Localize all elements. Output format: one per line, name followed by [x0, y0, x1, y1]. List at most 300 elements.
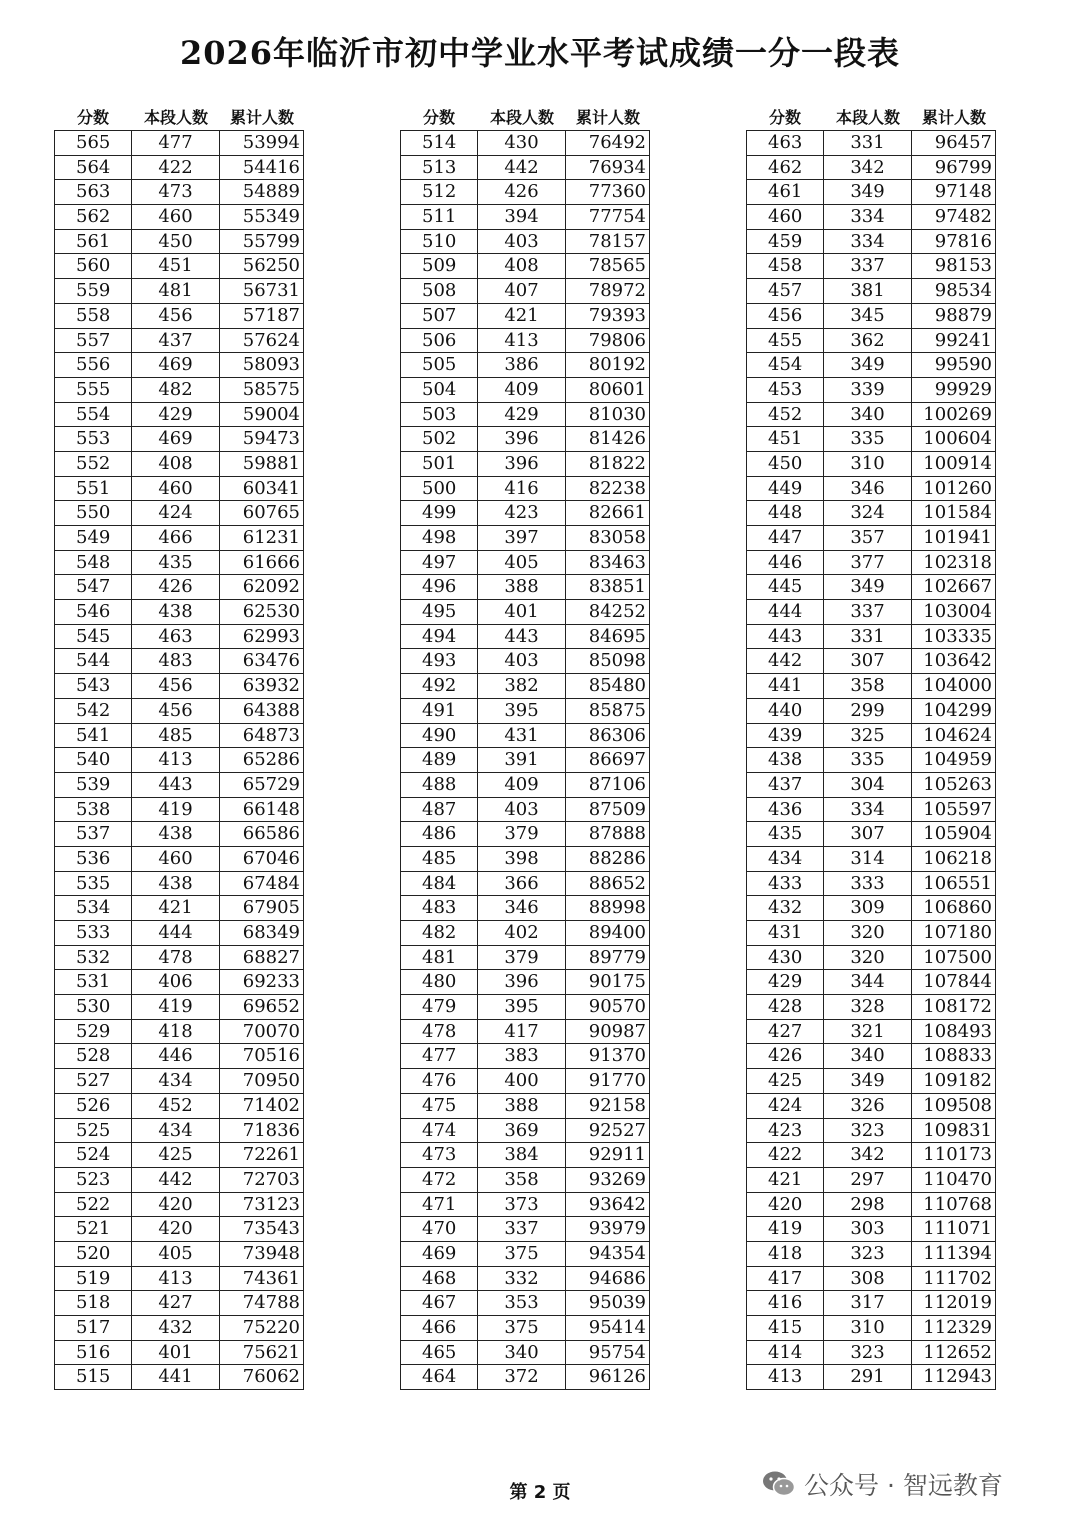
segment-count-cell: 456: [132, 699, 219, 723]
table-row: [747, 526, 995, 551]
segment-count-cell: 309: [824, 896, 911, 920]
segment-count-cell: 339: [824, 378, 911, 402]
cumulative-count-cell: 106551: [923, 872, 993, 894]
score-cell: 526: [55, 1094, 132, 1118]
table-body: [400, 130, 650, 1390]
score-cell: 494: [401, 625, 478, 649]
segment-count-cell: 337: [824, 600, 911, 624]
cumulative-count-cell: 99590: [934, 354, 993, 376]
score-cell: 552: [55, 452, 132, 476]
score-cell: 539: [55, 773, 132, 797]
table-row: [401, 1217, 649, 1242]
score-cell: 450: [747, 452, 824, 476]
cumulative-count-cell: 84252: [588, 601, 647, 623]
header-segment-count: 本段人数: [835, 108, 900, 127]
cumulative-count-cell: 64873: [242, 724, 301, 746]
score-cell: 514: [401, 131, 478, 155]
table-row: [55, 724, 303, 749]
segment-count-cell: 482: [132, 378, 219, 402]
score-cell: 538: [55, 798, 132, 822]
segment-count-cell: 400: [478, 1069, 565, 1093]
table-row: [55, 477, 303, 502]
cumulative-count-cell: 111702: [923, 1267, 993, 1289]
table-row: [747, 748, 995, 773]
table-row: [401, 1143, 649, 1168]
score-cell: 545: [55, 625, 132, 649]
cumulative-count-cell: 84695: [588, 625, 647, 647]
cumulative-count-cell: 111071: [923, 1218, 993, 1240]
table-row: [55, 1316, 303, 1341]
segment-count-cell: 337: [824, 254, 911, 278]
table-row: [55, 748, 303, 773]
table-row: [747, 946, 995, 971]
segment-count-cell: 460: [132, 477, 219, 501]
cumulative-count-cell: 112329: [923, 1317, 993, 1338]
segment-count-cell: 434: [132, 1069, 219, 1093]
table-row: [401, 847, 649, 872]
cumulative-count-cell: 79393: [588, 304, 647, 326]
segment-count-cell: 435: [132, 551, 219, 575]
score-cell: 415: [747, 1316, 824, 1340]
cumulative-count-cell: 92158: [588, 1094, 647, 1116]
table-row: [401, 329, 649, 354]
cumulative-count-cell: 62993: [242, 625, 301, 647]
cumulative-count-cell: 104624: [923, 724, 993, 746]
segment-count-cell: 297: [824, 1168, 911, 1192]
table-row: [55, 452, 303, 477]
table-row: [401, 551, 649, 576]
segment-count-cell: 420: [132, 1193, 219, 1217]
score-cell: 440: [747, 699, 824, 723]
score-cell: 463: [747, 131, 824, 155]
score-cell: 555: [55, 378, 132, 402]
cumulative-count-cell: 83463: [588, 551, 647, 573]
score-cell: 457: [747, 279, 824, 303]
score-cell: 469: [401, 1242, 478, 1266]
table-row: [55, 921, 303, 946]
cumulative-count-cell: 110768: [923, 1193, 993, 1215]
segment-count-cell: 310: [824, 1316, 911, 1340]
cumulative-count-cell: 56731: [242, 280, 301, 302]
segment-count-cell: 477: [132, 131, 219, 155]
cumulative-count-cell: 101584: [923, 502, 993, 524]
segment-count-cell: 451: [132, 254, 219, 278]
table-row: [401, 230, 649, 255]
score-cell: 451: [747, 427, 824, 451]
table-row: [747, 353, 995, 378]
table-row: [55, 1119, 303, 1144]
score-cell: 432: [747, 896, 824, 920]
table-row: [401, 872, 649, 897]
segment-count-cell: 443: [478, 625, 565, 649]
brand-text: 公众号 · 智远教育: [804, 1471, 1003, 1500]
cumulative-count-cell: 67905: [242, 897, 301, 919]
segment-count-cell: 456: [132, 304, 219, 328]
score-cell: 466: [401, 1316, 478, 1340]
score-cell: 490: [401, 724, 478, 748]
cumulative-count-cell: 78157: [588, 230, 647, 252]
cumulative-count-cell: 106218: [923, 847, 993, 869]
cumulative-count-cell: 87106: [588, 773, 647, 795]
score-cell: 444: [747, 600, 824, 624]
score-cell: 521: [55, 1217, 132, 1241]
segment-count-cell: 438: [132, 822, 219, 846]
segment-count-cell: 373: [478, 1193, 565, 1217]
table-row: [747, 131, 995, 156]
score-cell: 420: [747, 1193, 824, 1217]
score-cell: 511: [401, 205, 478, 229]
cumulative-count-cell: 55799: [242, 230, 301, 252]
table-header: [54, 106, 304, 130]
segment-count-cell: 340: [824, 1044, 911, 1068]
segment-count-cell: 307: [824, 822, 911, 846]
cumulative-count-cell: 63932: [242, 675, 301, 697]
table-row: [401, 896, 649, 921]
table-row: [401, 1242, 649, 1267]
cumulative-count-cell: 62092: [242, 576, 301, 598]
segment-count-cell: 396: [478, 452, 565, 476]
table-row: [401, 452, 649, 477]
cumulative-count-cell: 93269: [588, 1168, 647, 1190]
table-row: [55, 699, 303, 724]
segment-count-cell: 342: [824, 1143, 911, 1167]
segment-count-cell: 401: [478, 600, 565, 624]
table-row: [401, 748, 649, 773]
segment-count-cell: 299: [824, 699, 911, 723]
table-row: [55, 896, 303, 921]
table-row: [401, 1020, 649, 1045]
table-row: [55, 205, 303, 230]
table-row: [747, 724, 995, 749]
cumulative-count-cell: 55349: [242, 206, 301, 228]
score-table-column-1: [54, 106, 304, 1390]
segment-count-cell: 450: [132, 230, 219, 254]
score-cell: 517: [55, 1316, 132, 1340]
table-row: [401, 773, 649, 798]
cumulative-count-cell: 85875: [588, 699, 647, 721]
cumulative-count-cell: 96799: [934, 156, 993, 178]
cumulative-count-cell: 107844: [923, 971, 993, 993]
cumulative-count-cell: 90175: [588, 971, 647, 993]
segment-count-cell: 369: [478, 1119, 565, 1143]
cumulative-count-cell: 75621: [242, 1341, 301, 1363]
score-cell: 465: [401, 1341, 478, 1365]
score-cell: 506: [401, 329, 478, 353]
score-cell: 439: [747, 724, 824, 748]
segment-count-cell: 407: [478, 279, 565, 303]
segment-count-cell: 333: [824, 872, 911, 896]
score-cell: 425: [747, 1069, 824, 1093]
cumulative-count-cell: 77754: [588, 206, 647, 228]
segment-count-cell: 323: [824, 1341, 911, 1365]
segment-count-cell: 421: [132, 896, 219, 920]
segment-count-cell: 320: [824, 921, 911, 945]
segment-count-cell: 340: [824, 403, 911, 427]
cumulative-count-cell: 86306: [588, 724, 647, 746]
table-row: [55, 625, 303, 650]
header-cumulative-count: 累计人数: [921, 108, 986, 127]
wechat-icon: [762, 1470, 796, 1498]
score-cell: 479: [401, 995, 478, 1019]
score-cell: 496: [401, 575, 478, 599]
table-row: [55, 872, 303, 897]
table-row: [747, 1316, 995, 1341]
table-row: [747, 304, 995, 329]
score-cell: 476: [401, 1069, 478, 1093]
cumulative-count-cell: 108493: [923, 1020, 993, 1042]
score-cell: 445: [747, 575, 824, 599]
table-row: [55, 180, 303, 205]
table-row: [747, 773, 995, 798]
score-cell: 473: [401, 1143, 478, 1167]
table-row: [55, 946, 303, 971]
score-cell: 549: [55, 526, 132, 550]
table-row: [55, 501, 303, 526]
score-cell: 536: [55, 847, 132, 871]
table-row: [401, 1168, 649, 1193]
table-row: [747, 872, 995, 897]
table-row: [55, 798, 303, 823]
table-row: [401, 131, 649, 156]
cumulative-count-cell: 63476: [242, 650, 301, 672]
score-cell: 547: [55, 575, 132, 599]
segment-count-cell: 423: [478, 501, 565, 525]
table-row: [747, 896, 995, 921]
table-row: [747, 674, 995, 699]
cumulative-count-cell: 78972: [588, 280, 647, 302]
score-cell: 452: [747, 403, 824, 427]
score-cell: 563: [55, 180, 132, 204]
cumulative-count-cell: 103004: [923, 601, 993, 623]
table-row: [55, 1267, 303, 1292]
segment-count-cell: 337: [478, 1217, 565, 1241]
table-row: [401, 1267, 649, 1292]
table-row: [747, 477, 995, 502]
segment-count-cell: 349: [824, 1069, 911, 1093]
table-row: [747, 1069, 995, 1094]
score-cell: 516: [55, 1341, 132, 1365]
table-row: [747, 699, 995, 724]
table-row: [747, 452, 995, 477]
cumulative-count-cell: 107500: [923, 946, 993, 968]
cumulative-count-cell: 71836: [242, 1119, 301, 1141]
cumulative-count-cell: 73123: [242, 1193, 301, 1215]
table-row: [55, 773, 303, 798]
table-row: [55, 551, 303, 576]
cumulative-count-cell: 104299: [923, 699, 993, 721]
segment-count-cell: 375: [478, 1242, 565, 1266]
cumulative-count-cell: 73543: [242, 1218, 301, 1240]
segment-count-cell: 413: [132, 748, 219, 772]
cumulative-count-cell: 102667: [923, 576, 993, 598]
cumulative-count-cell: 111394: [923, 1242, 993, 1264]
cumulative-count-cell: 81030: [588, 403, 647, 425]
cumulative-count-cell: 72703: [242, 1168, 301, 1190]
table-row: [55, 1193, 303, 1218]
score-cell: 468: [401, 1267, 478, 1291]
score-cell: 455: [747, 329, 824, 353]
table-row: [747, 1291, 995, 1316]
score-cell: 471: [401, 1193, 478, 1217]
segment-count-cell: 335: [824, 427, 911, 451]
segment-count-cell: 377: [824, 551, 911, 575]
table-row: [747, 427, 995, 452]
segment-count-cell: 381: [824, 279, 911, 303]
score-cell: 553: [55, 427, 132, 451]
cumulative-count-cell: 110173: [923, 1144, 993, 1166]
segment-count-cell: 391: [478, 748, 565, 772]
table-row: [747, 1143, 995, 1168]
score-cell: 434: [747, 847, 824, 871]
score-cell: 534: [55, 896, 132, 920]
table-row: [401, 1069, 649, 1094]
cumulative-count-cell: 54416: [242, 156, 301, 178]
segment-count-cell: 434: [132, 1119, 219, 1143]
cumulative-count-cell: 110470: [923, 1168, 993, 1190]
cumulative-count-cell: 82661: [588, 502, 647, 524]
table-row: [747, 329, 995, 354]
cumulative-count-cell: 76934: [588, 156, 647, 178]
score-cell: 477: [401, 1044, 478, 1068]
score-cell: 427: [747, 1020, 824, 1044]
cumulative-count-cell: 93979: [588, 1218, 647, 1240]
cumulative-count-cell: 93642: [588, 1193, 647, 1215]
segment-count-cell: 394: [478, 205, 565, 229]
score-table-column-2: [400, 106, 650, 1390]
score-cell: 461: [747, 180, 824, 204]
cumulative-count-cell: 105263: [923, 773, 993, 795]
cumulative-count-cell: 66148: [242, 798, 301, 820]
cumulative-count-cell: 57624: [242, 329, 301, 351]
cumulative-count-cell: 61231: [242, 527, 301, 548]
score-cell: 515: [55, 1365, 132, 1389]
score-cell: 456: [747, 304, 824, 328]
segment-count-cell: 420: [132, 1217, 219, 1241]
cumulative-count-cell: 91370: [588, 1045, 647, 1067]
table-row: [401, 649, 649, 674]
score-cell: 486: [401, 822, 478, 846]
segment-count-cell: 401: [132, 1341, 219, 1365]
segment-count-cell: 446: [132, 1044, 219, 1068]
score-cell: 559: [55, 279, 132, 303]
header-score: 分数: [422, 108, 455, 127]
cumulative-count-cell: 100604: [923, 428, 993, 450]
segment-count-cell: 335: [824, 748, 911, 772]
table-row: [55, 1291, 303, 1316]
cumulative-count-cell: 112943: [923, 1366, 993, 1388]
segment-count-cell: 409: [478, 773, 565, 797]
score-cell: 533: [55, 921, 132, 945]
table-row: [401, 180, 649, 205]
table-row: [747, 230, 995, 255]
table-row: [401, 304, 649, 329]
cumulative-count-cell: 112652: [923, 1341, 993, 1363]
table-row: [747, 403, 995, 428]
score-cell: 424: [747, 1094, 824, 1118]
table-row: [401, 600, 649, 625]
table-row: [747, 551, 995, 576]
score-cell: 529: [55, 1020, 132, 1044]
score-cell: 507: [401, 304, 478, 328]
cumulative-count-cell: 58093: [242, 354, 301, 376]
segment-count-cell: 334: [824, 230, 911, 254]
segment-count-cell: 349: [824, 353, 911, 377]
segment-count-cell: 430: [478, 131, 565, 155]
table-row: [401, 378, 649, 403]
score-cell: 502: [401, 427, 478, 451]
brand-watermark: [762, 1466, 1003, 1502]
table-row: [401, 1193, 649, 1218]
segment-count-cell: 358: [478, 1168, 565, 1192]
score-cell: 453: [747, 378, 824, 402]
score-cell: 483: [401, 896, 478, 920]
segment-count-cell: 437: [132, 329, 219, 353]
cumulative-count-cell: 89779: [588, 946, 647, 968]
segment-count-cell: 321: [824, 1020, 911, 1044]
segment-count-cell: 406: [132, 970, 219, 994]
cumulative-count-cell: 79806: [588, 329, 647, 351]
table-row: [401, 674, 649, 699]
segment-count-cell: 331: [824, 625, 911, 649]
segment-count-cell: 431: [478, 724, 565, 748]
segment-count-cell: 320: [824, 946, 911, 970]
score-cell: 520: [55, 1242, 132, 1266]
table-row: [55, 822, 303, 847]
score-cell: 500: [401, 477, 478, 501]
segment-count-cell: 323: [824, 1242, 911, 1266]
segment-count-cell: 303: [824, 1217, 911, 1241]
cumulative-count-cell: 101941: [923, 527, 993, 548]
cumulative-count-cell: 68827: [242, 946, 301, 968]
cumulative-count-cell: 59004: [242, 403, 301, 425]
table-row: [747, 970, 995, 995]
score-cell: 542: [55, 699, 132, 723]
score-cell: 519: [55, 1267, 132, 1291]
score-cell: 508: [401, 279, 478, 303]
table-row: [55, 526, 303, 551]
segment-count-cell: 442: [132, 1168, 219, 1192]
table-row: [747, 180, 995, 205]
cumulative-count-cell: 59881: [242, 452, 301, 474]
page-number: 第 2 页: [509, 1482, 571, 1503]
cumulative-count-cell: 95754: [588, 1341, 647, 1363]
segment-count-cell: 326: [824, 1094, 911, 1118]
score-cell: 487: [401, 798, 478, 822]
score-cell: 426: [747, 1044, 824, 1068]
table-row: [55, 995, 303, 1020]
table-row: [55, 304, 303, 329]
table-row: [401, 1291, 649, 1316]
score-cell: 492: [401, 674, 478, 698]
table-row: [55, 353, 303, 378]
table-row: [401, 575, 649, 600]
cumulative-count-cell: 59473: [242, 428, 301, 450]
cumulative-count-cell: 69233: [242, 971, 301, 993]
table-row: [55, 254, 303, 279]
table-row: [55, 1365, 303, 1390]
score-cell: 543: [55, 674, 132, 698]
score-cell: 418: [747, 1242, 824, 1266]
segment-count-cell: 324: [824, 501, 911, 525]
cumulative-count-cell: 98879: [934, 304, 993, 326]
segment-count-cell: 379: [478, 822, 565, 846]
table-row: [401, 501, 649, 526]
table-row: [747, 1044, 995, 1069]
segment-count-cell: 323: [824, 1119, 911, 1143]
table-row: [747, 205, 995, 230]
score-cell: 525: [55, 1119, 132, 1143]
cumulative-count-cell: 105904: [923, 823, 993, 845]
